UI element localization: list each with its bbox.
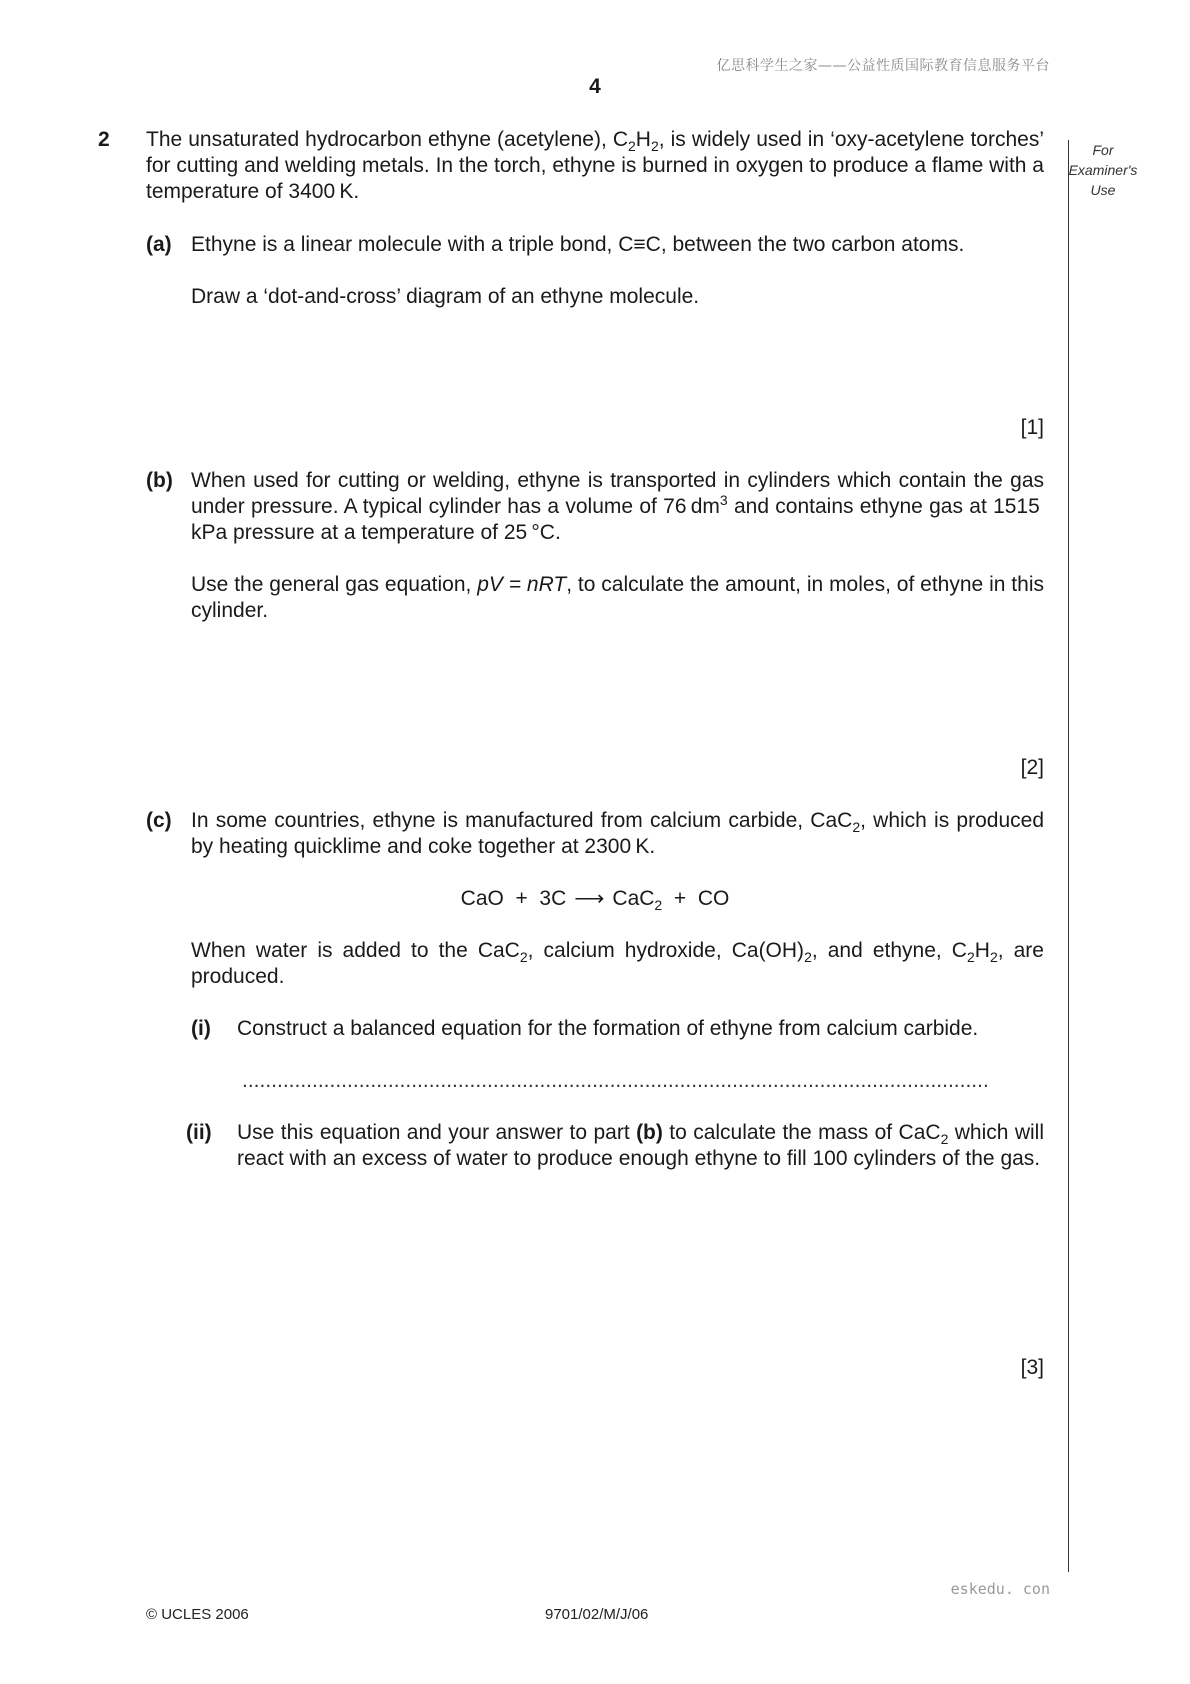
page-number: 4 [589,75,601,98]
examiner-label-line3: Use [1090,182,1116,198]
part-c-i-label: (i) [191,1017,211,1040]
part-c-ii-label: (ii) [186,1121,212,1144]
part-b-label: (b) [146,469,173,492]
part-a-label: (a) [146,233,172,256]
examiner-label-line1: For [1092,142,1114,158]
examiner-use-label [1060,140,1146,200]
examiner-label-line2: Examiner's [1068,162,1138,178]
answer-line-i[interactable]: ................................................................................................................................ [242,1069,989,1092]
part-b-para2: Use the general gas equation, pV = nRT, to calculate the amount, in moles, of ethyne in this cylinder. [191,573,1044,622]
question-number: 2 [98,128,110,151]
part-c-label: (c) [146,809,172,832]
reaction-arrow-icon: ⟶ [574,887,605,910]
part-c-ii-text: Use this equation and your answer to part (b) to calculate the mass of CaC$_2$ which will react with an excess of water to produce enough ethyne to fill 100 cylinders of the gas. [237,1121,1045,1170]
part-c-para2: When water is added to the CaC$_2$, calcium hydroxide, $Ca(OH)_2$, and ethyne, $C_2H_2$, are produced. [191,939,1044,988]
header-site-text: 亿思科学生之家——公益性质国际教育信息服务平台 [716,58,1050,74]
part-b-para1: When used for cutting or welding, ethyne is transported in cylinders which contain the gas under pressure. A typical cylinder has a volume of 76 $dm^3$ and contains ethyne gas at 1515 kPa pressure at a temperature of 25 °C. [191,469,1044,544]
part-a-mark: [1] [1020,416,1044,439]
question-intro: The unsaturated hydrocarbon ethyne (acetylene), $C_2H_2$, is widely used in ‘oxy-acetylene torches’ for cutting and welding metals. In the torch, ethyne is burned in oxygen to produce a flame with a temperature of 3400 K. [146,128,1044,203]
footer-paper-code: 9701/02/M/J/06 [545,1606,649,1623]
part-c-para1: In some countries, ethyne is manufactured from calcium carbide, CaC$_2$, which is produced by heating quicklime and coke together at 2300 K. [191,809,1044,858]
part-c-i-text: Construct a balanced equation for the formation of ethyne from calcium carbide. [237,1017,979,1040]
part-b-mark: [2] [1020,756,1044,779]
watermark-text: eskedu. con [950,1580,1050,1598]
part-a-line2: Draw a ‘dot-and-cross’ diagram of an ethyne molecule. [191,285,700,308]
footer-copyright: © UCLES 2006 [146,1606,249,1623]
part-a-line1: Ethyne is a linear molecule with a triple bond, C≡C, between the two carbon atoms. [191,233,965,256]
part-c-mark: [3] [1020,1356,1044,1379]
calcium-carbide-equation: CaO + 3C ⟶ CaC$_2$ + CO [460,887,730,913]
examiner-margin-rule [1068,140,1069,1572]
